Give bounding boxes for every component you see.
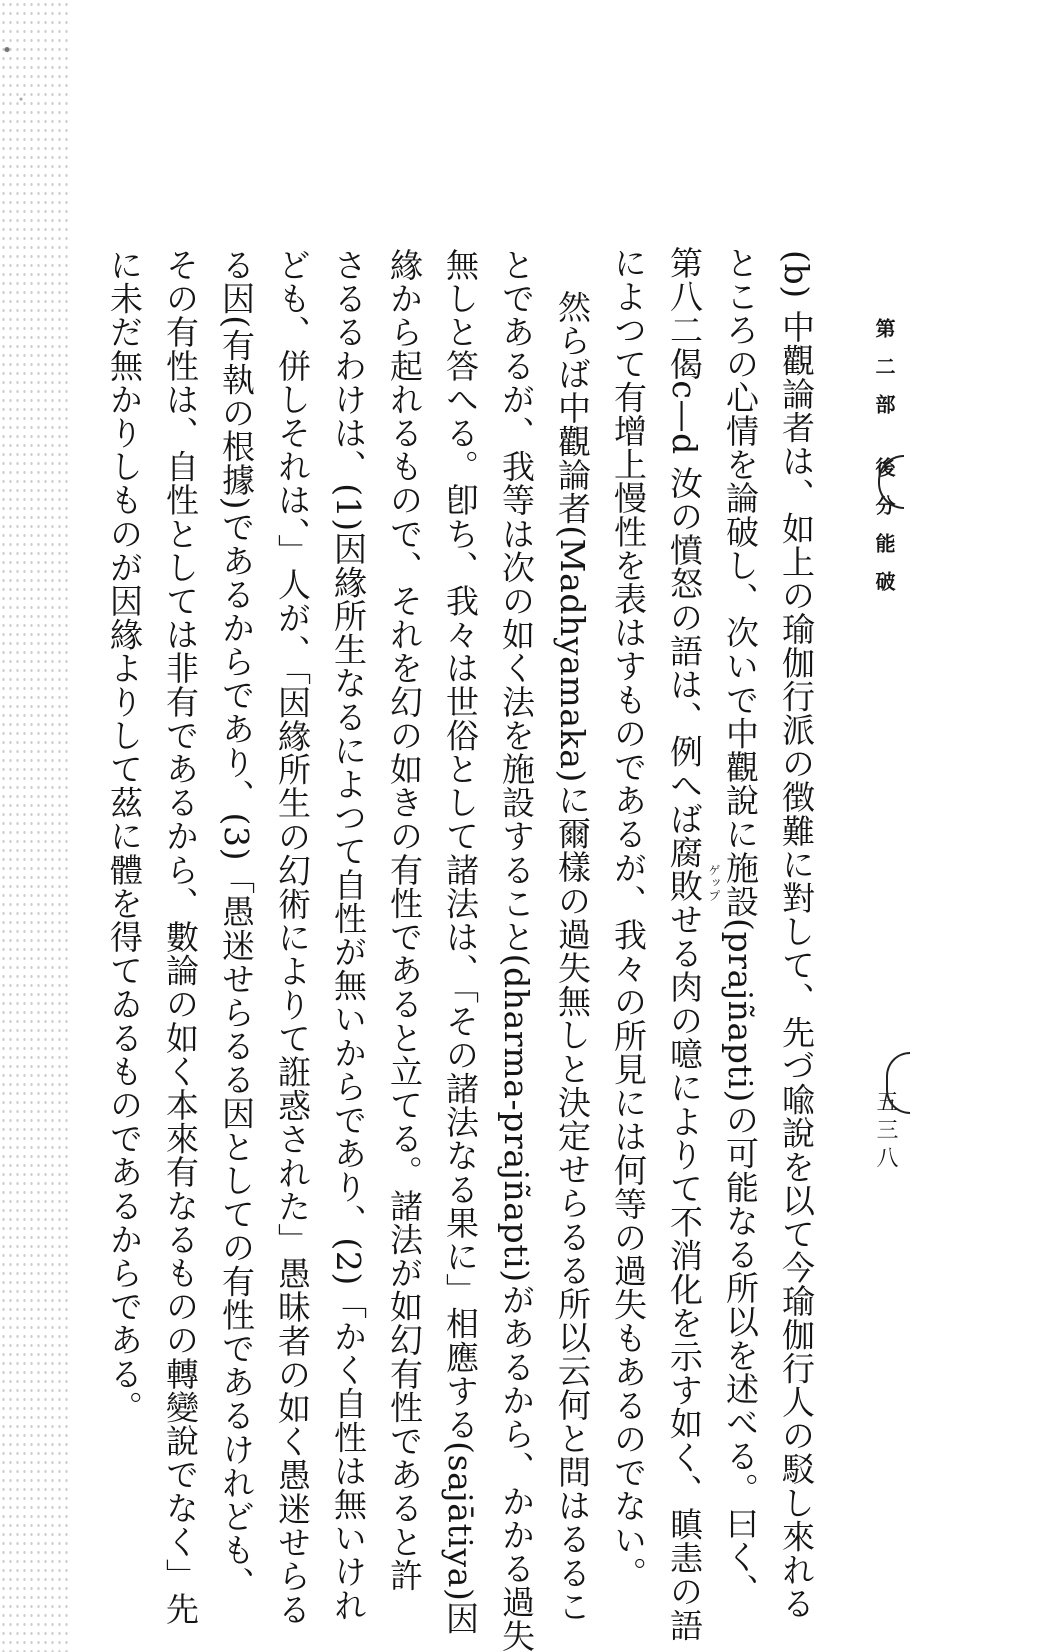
page-edge-noise <box>0 0 70 1652</box>
running-header-section: 第二部 後分能破 <box>872 318 896 609</box>
text-column-3: 第八二偈c—d 汝の憤怒の語は、例へば腐敗せる肉の噫によりて不消化を示す如く、瞋恚の語 <box>665 246 704 1642</box>
text-column-10: ども、併しそれは、」人が、「因緣所生の幻術によりて誑惑された」愚昧者の如く愚迷せらる <box>273 248 312 1627</box>
text-column-2: ところの心情を論破し、次いで中觀說に施設(prajñapti)の可能なる所以を述べる。曰く、 <box>721 246 760 1608</box>
text-column-8: 緣から起れるもので、それを幻の如きの有性であると立てる。諸法が如幻有性であると許 <box>385 248 424 1592</box>
text-column-5: 然らば中觀論者(Madhyamaka)に爾樣の過失無しと決定せらるる所以云何と問はるるこ <box>553 290 592 1623</box>
text-column-9: さるるわけは、(1)因緣所生なるによつて自性が無いからであり、(2)「かく自性は無いけれ <box>329 248 368 1622</box>
text-column-12: その有性は、自性としては非有であるから、數論の如く本來有なるものの轉變說でなく」先 <box>161 248 200 1626</box>
text-column-7: 無しと答へる。卽ち、我々は世俗として諸法は、「その諸法なる果に」相應する(sajātiya)因 <box>441 248 480 1636</box>
text-column-11: る因(有執の根據)であるからであり、(3)「愚迷せらるる因としての有性であるけれども、 <box>217 248 256 1601</box>
ruby-annotation: ゲップ <box>707 864 721 902</box>
text-column-13: に未だ無かりしものが因緣よりして茲に體を得てゐるものであるからである。 <box>105 248 144 1424</box>
running-header-page-number: 五三八 <box>873 1090 898 1174</box>
text-column-1: (b) 中觀論者は、如上の瑜伽行派の徴難に對して、先づ喩說を以て今瑜伽行人の駁し來れる <box>777 250 816 1621</box>
text-column-4: によつて有增上慢性を表はすものであるが、我々の所見には何等の過失もあるのでない。 <box>609 246 648 1590</box>
text-column-6: とであるが、我等は次の如く法を施設すること(dharma-prajñapti)があるから、かかる過失 <box>497 248 536 1652</box>
